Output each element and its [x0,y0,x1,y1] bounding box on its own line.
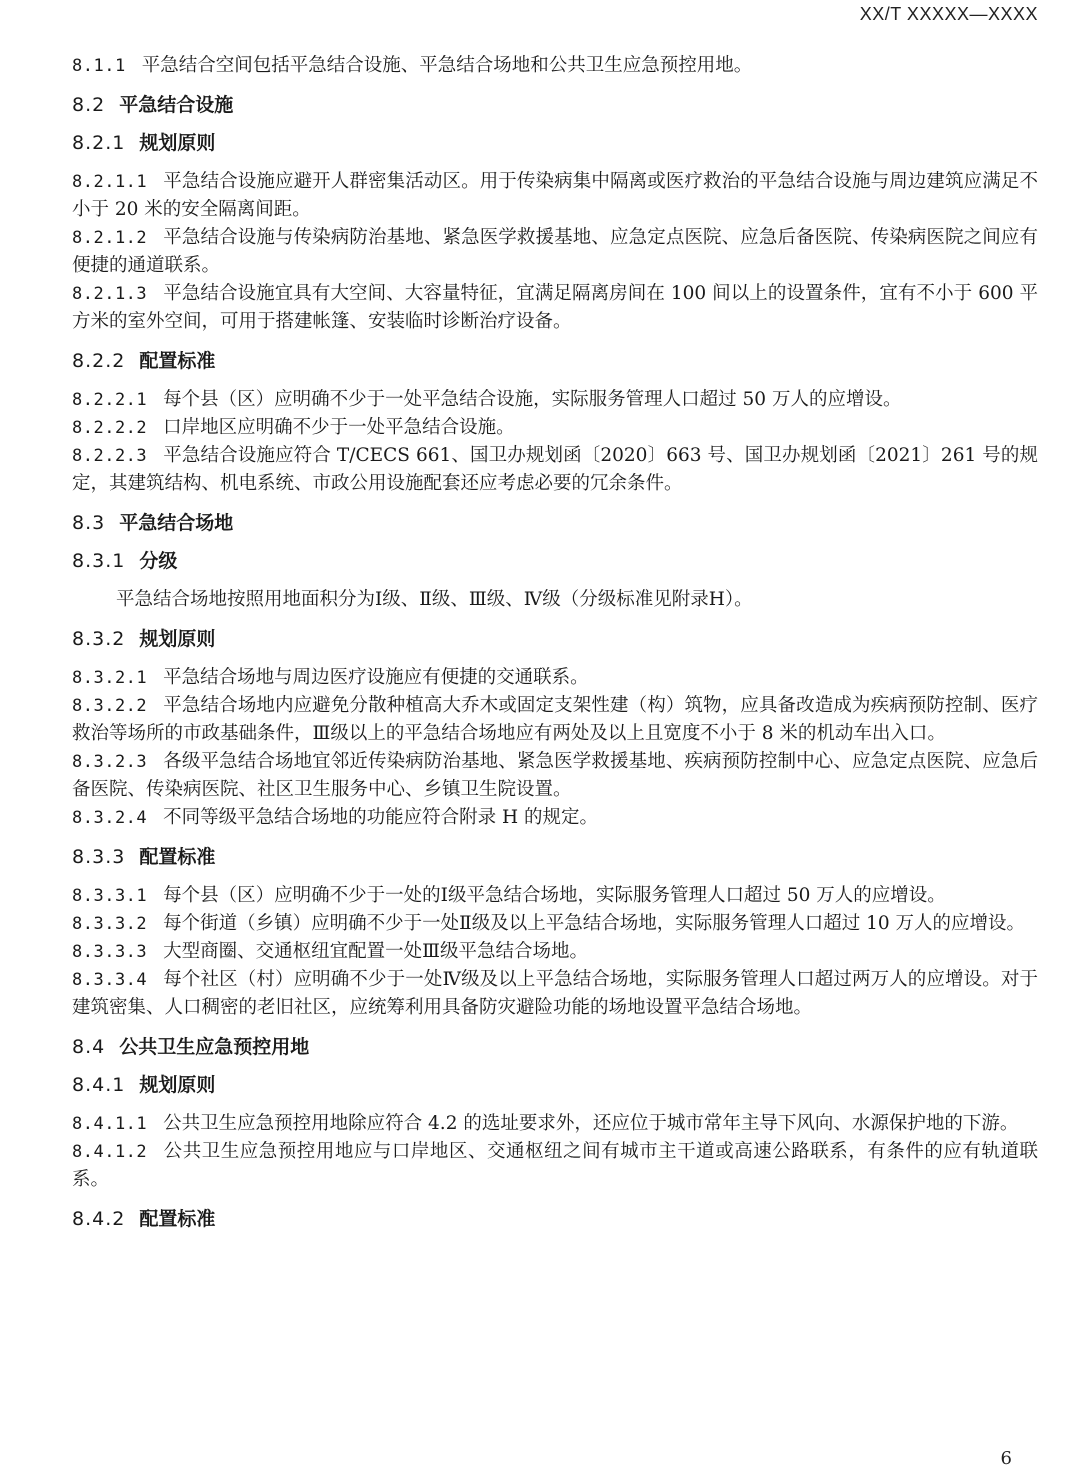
clause [72,224,1038,280]
document-code: XX/T XXXXX—XXXX [859,4,1038,24]
clause-number: 8.2.2.3 [72,446,148,466]
clause [72,748,1038,804]
clause-text: 平急结合设施与传染病防治基地、紧急医学救援基地、应急定点医院、应急后备医院、传染病医院之间应有便捷的通道联系。 [72,227,1038,276]
clause-number: 8.3.2 [72,628,126,650]
clause [72,692,1038,748]
paragraph [72,586,1038,614]
clause-number: 8.2.1 [72,132,126,154]
clause-text: 规划原则 [139,1074,216,1096]
clause [72,1110,1038,1138]
clause [72,280,1038,336]
clause-text: 公共卫生应急预控用地应与口岸地区、交通枢纽之间有城市主干道或高速公路联系，有条件的应有轨道联系。 [72,1141,1038,1190]
clause-number: 8.2 [72,94,106,116]
clause-text: 平急结合设施 [119,94,234,116]
clause [72,910,1038,938]
clause-text: 平急结合设施应符合 T/CECS 661、国卫办规划函〔2020〕663 号、国卫办规划函〔2021〕261 号的规定，其建筑结构、机电系统、市政公用设施配套还应考虑必要的冗余条件。 [72,445,1038,494]
clause-number: 8.3.3.4 [72,970,148,990]
clause-text: 平急结合场地与周边医疗设施应有便捷的交通联系。 [163,667,589,688]
clause [72,386,1038,414]
clause-number: 8.3.2.3 [72,752,148,772]
clause-text: 平急结合场地按照用地面积分为Ⅰ级、Ⅱ级、Ⅲ级、Ⅳ级（分级标准见附录H）。 [116,589,753,610]
clause-number: 8.2.1.2 [72,228,148,248]
clause-text: 配置标准 [139,350,216,372]
clause-number: 8.2.1.3 [72,284,148,304]
section-heading [72,92,1038,118]
clause-text: 大型商圈、交通枢纽宜配置一处Ⅲ级平急结合场地。 [163,941,588,962]
section-heading [72,130,1038,156]
clause [72,52,1038,80]
clause-number: 8.4.1 [72,1074,126,1096]
section-heading [72,510,1038,536]
clause [72,882,1038,910]
clause-number: 8.4 [72,1036,106,1058]
clause-number: 8.2.2.2 [72,418,148,438]
clause-number: 8.3.2.1 [72,668,148,688]
clause-text: 平急结合设施应避开人群密集活动区。用于传染病集中隔离或医疗救治的平急结合设施与周边建筑应满足不小于 20 米的安全隔离间距。 [72,171,1038,220]
clause-number: 8.3.2.2 [72,696,148,716]
clause-number: 8.3.3.2 [72,914,148,934]
clause-text: 平急结合场地内应避免分散种植高大乔木或固定支架性建（构）筑物，应具备改造成为疾病预防控制、医疗救治等场所的市政基础条件，Ⅲ级以上的平急结合场地应有两处及以上且宽度不小于 8 米的机动车出入口。 [72,695,1038,744]
clause [72,1138,1038,1194]
clause-number: 8.3.1 [72,550,126,572]
clause-text: 不同等级平急结合场地的功能应符合附录 H 的规定。 [163,807,599,828]
clause [72,966,1038,1022]
clause [72,442,1038,498]
clause-number: 8.2.1.1 [72,172,148,192]
clause-text: 各级平急结合场地宜邻近传染病防治基地、紧急医学救援基地、疾病预防控制中心、应急定点医院、应急后备医院、传染病医院、社区卫生服务中心、乡镇卫生院设置。 [72,751,1038,800]
clause [72,168,1038,224]
clause-text: 公共卫生应急预控用地 [119,1036,310,1058]
clause-text: 配置标准 [139,846,216,868]
clause-text: 规划原则 [139,628,216,650]
clause-text: 平急结合空间包括平急结合设施、平急结合场地和公共卫生应急预控用地。 [141,55,753,76]
clause-number: 8.4.1.2 [72,1142,148,1162]
section-heading [72,348,1038,374]
clause-text: 每个县（区）应明确不少于一处的Ⅰ级平急结合场地，实际服务管理人口超过 50 万人的应增设。 [163,885,946,906]
clause-text: 平急结合场地 [119,512,234,534]
section-heading [72,1034,1038,1060]
clause-number: 8.3 [72,512,106,534]
clause-text: 平急结合设施宜具有大空间、大容量特征，宜满足隔离房间在 100 间以上的设置条件，宜有不小于 600 平方米的室外空间，可用于搭建帐篷、安装临时诊断治疗设备。 [72,283,1038,332]
clause-text: 配置标准 [139,1208,216,1230]
clause-number: 8.1.1 [72,56,126,76]
clause-text: 规划原则 [139,132,216,154]
section-heading [72,1072,1038,1098]
section-heading [72,548,1038,574]
clause-text: 每个县（区）应明确不少于一处平急结合设施，实际服务管理人口超过 50 万人的应增设。 [163,389,902,410]
clause-number: 8.2.2.1 [72,390,148,410]
clause-text: 每个街道（乡镇）应明确不少于一处Ⅱ级及以上平急结合场地，实际服务管理人口超过 10 万人的应增设。 [163,913,1026,934]
clause-number: 8.2.2 [72,350,126,372]
clause [72,938,1038,966]
page-number: 6 [1000,1448,1012,1469]
clause-text: 每个社区（村）应明确不少于一处Ⅳ级及以上平急结合场地，实际服务管理人口超过两万人的应增设。对于建筑密集、人口稠密的老旧社区，应统筹利用具备防灾避险功能的场地设置平急结合场地。 [72,969,1038,1018]
clause-text: 分级 [139,550,178,572]
section-heading [72,844,1038,870]
clause-text: 口岸地区应明确不少于一处平急结合设施。 [163,417,515,438]
clause-number: 8.3.3.3 [72,942,148,962]
clause [72,664,1038,692]
section-heading [72,1206,1038,1232]
document-body [72,52,1038,1232]
clause [72,804,1038,832]
clause-number: 8.4.1.1 [72,1114,148,1134]
clause-number: 8.3.2.4 [72,808,148,828]
clause-number: 8.3.3 [72,846,126,868]
clause-number: 8.3.3.1 [72,886,148,906]
clause [72,414,1038,442]
section-heading [72,626,1038,652]
clause-text: 公共卫生应急预控用地除应符合 4.2 的选址要求外，还应位于城市常年主导下风向、水源保护地的下游。 [163,1113,1019,1134]
clause-number: 8.4.2 [72,1208,126,1230]
